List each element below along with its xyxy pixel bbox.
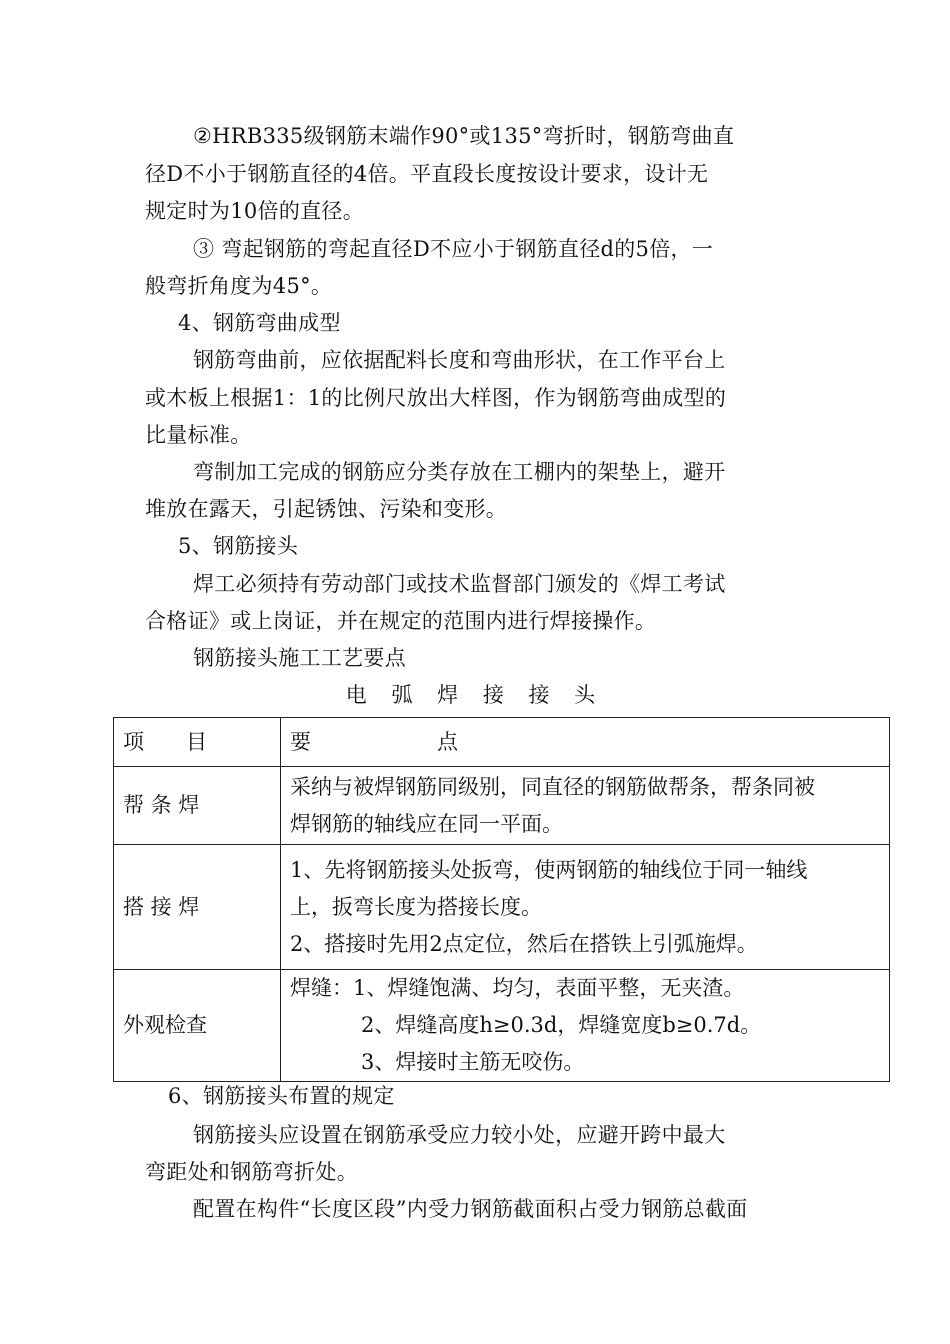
paragraph-line: ②HRB335级钢筋末端作90°或135°弯折时，钢筋弯曲直 — [193, 124, 735, 148]
table-title: 电 弧 焊 接 接 头 — [345, 683, 605, 707]
header-cell-item: 项 目 — [114, 718, 281, 767]
row-item-cell: 帮 条 焊 — [114, 767, 281, 845]
paragraph-line: 比量标准。 — [145, 423, 252, 447]
paragraph-line: 钢筋接头施工工艺要点 — [193, 646, 406, 670]
paragraph-line: 钢筋接头应设置在钢筋承受应力较小处，应避开跨中最大 — [193, 1123, 726, 1147]
table-row — [114, 845, 890, 970]
paragraph-line: 堆放在露天，引起锈蚀、污染和变形。 — [145, 497, 508, 521]
section-heading: 6、钢筋接头布置的规定 — [168, 1084, 395, 1108]
paragraph-line: 焊工必须持有劳动部门或技术监督部门颁发的《焊工考试 — [193, 572, 726, 596]
paragraph-line: 或木板上根据1：1的比例尺放出大样图，作为钢筋弯曲成型的 — [145, 386, 727, 410]
welding-joint-table — [113, 717, 890, 1082]
row-item-cell: 外观检查 — [114, 970, 281, 1082]
section-heading: 4、钢筋弯曲成型 — [178, 311, 341, 335]
paragraph-line: 弯距处和钢筋弯折处。 — [145, 1160, 358, 1184]
row-item-cell: 搭 接 焊 — [114, 845, 281, 970]
row-points-cell: 焊缝：1、焊缝饱满、均匀，表面平整，无夹渣。 2、焊缝高度h≥0.3d，焊缝宽度b≥0.7d。 3、焊接时主筋无咬伤。 — [281, 970, 890, 1082]
row-points-cell: 采纳与被焊钢筋同级别，同直径的钢筋做帮条，帮条同被 焊钢筋的轴线应在同一平面。 — [281, 767, 890, 845]
section-heading: 5、钢筋接头 — [178, 534, 299, 558]
paragraph-line: ③ 弯起钢筋的弯起直径D不应小于钢筋直径d的5倍，一 — [193, 237, 714, 261]
paragraph-line: 钢筋弯曲前，应依据配料长度和弯曲形状，在工作平台上 — [193, 348, 726, 372]
table-row — [114, 970, 890, 1082]
table-row — [114, 767, 890, 845]
table-header-row — [114, 718, 890, 767]
paragraph-line: 径D不小于钢筋直径的4倍。平直段长度按设计要求，设计无 — [145, 162, 709, 186]
paragraph-line: 合格证》或上岗证，并在规定的范围内进行焊接操作。 — [145, 609, 657, 633]
header-cell-points: 要 点 — [281, 718, 890, 767]
paragraph-line: 弯制加工完成的钢筋应分类存放在工棚内的架垫上，避开 — [193, 460, 726, 484]
paragraph-line: 规定时为10倍的直径。 — [145, 199, 365, 223]
paragraph-line: 配置在构件“长度区段”内受力钢筋截面积占受力钢筋总截面 — [193, 1197, 748, 1221]
row-points-cell: 1、先将钢筋接头处扳弯，使两钢筋的轴线位于同一轴线 上，扳弯长度为搭接长度。 2、搭接时先用2点定位，然后在搭铁上引弧施焊。 — [281, 845, 890, 970]
paragraph-line: 般弯折角度为45°。 — [145, 274, 333, 298]
